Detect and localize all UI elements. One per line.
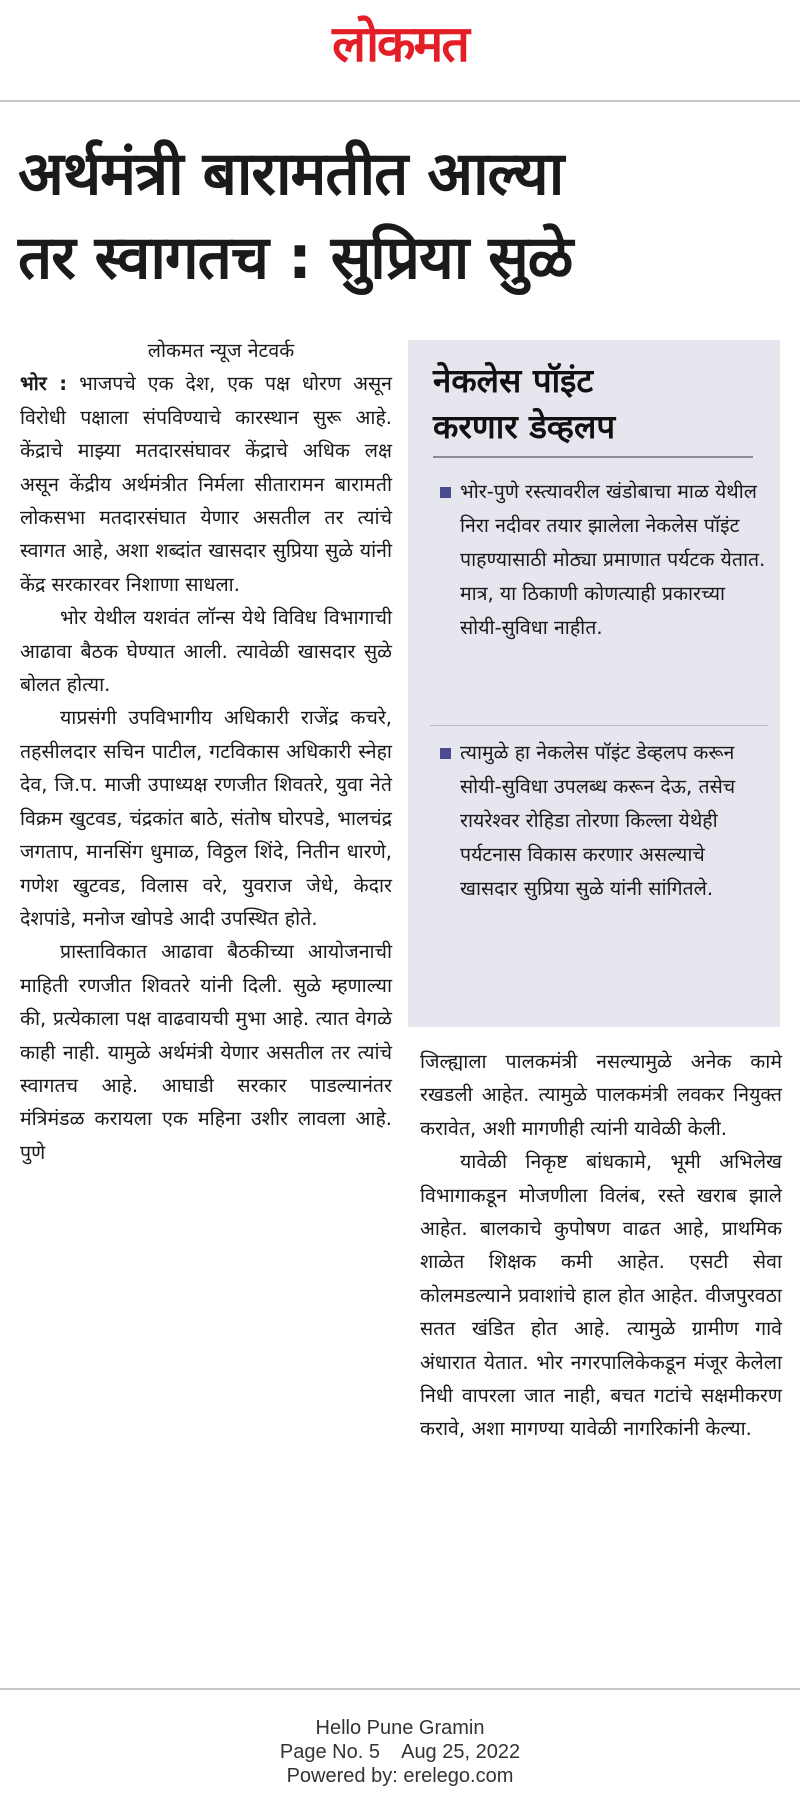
article-paragraph: जिल्ह्याला पालकमंत्री नसल्यामुळे अनेक कामे रखडली आहेत. त्यामुळे पालकमंत्री लवकर नियुक्त करावेत, अशी मागणीही त्यांनी यावेळी केली. xyxy=(420,1050,782,1140)
masthead xyxy=(0,0,800,102)
headline-line-2: तर स्वागतच : सुप्रिया सुळे xyxy=(18,223,573,293)
article-paragraph: यावेळी निकृष्ट बांधकामे, भूमी अभिलेख विभागाकडून मोजणीला विलंब, रस्ते खराब झाले आहेत. बालकाचे कुपोषण वाढत आहे, प्राथमिक शाळेत शिक्षक कमी आहेत. एसटी सेवा कोलमडल्याने प्रवाशांचे हाल होत आहेत. वीजपुरवठा सतत खंडित होत आहे. त्यामुळे ग्रामीण गावे अंधारात येतात. भोर नगरपालिकेकडून मंजूर केलेला निधी वापरला जात नाही, बचत गटांचे सक्षमीकरण करावे, अशा मागण्या यावेळी नागरिकांनी केल्या. xyxy=(420,1150,782,1441)
page-date: Page No. 5 Aug 25, 2022 xyxy=(279,1741,521,1763)
article-paragraph: भोर येथील यशवंत लॉन्स येथे विविध विभागाची आढावा बैठक घेण्यात आली. त्यावेळी खासदार सुळे बोलत होत्या. xyxy=(20,606,392,697)
sidebar-item-text: भोर-पुणे रस्त्यावरील खंडोबाचा माळ येथील निरा नदीवर तयार झालेला नेकलेस पॉइंट पाहण्यासाठी मोठ्या प्रमाणात पर्यटक येतात. मात्र, या ठिकाणी कोणत्याही प्रकारच्या सोयी-सुविधा नाहीत. xyxy=(460,480,766,639)
sidebar-title xyxy=(433,358,753,458)
article-paragraph xyxy=(20,367,392,601)
article-paragraph: प्रास्ताविकात आढावा बैठकीच्या आयोजनाची माहिती रणजीत शिवतरे यांनी दिली. सुळे म्हणाल्या की, प्रत्येकाला पक्ष वाढवायची मुभा आहे. त्यात वेगळे काही नाही. यामुळे अर्थमंत्री येणार असतील तर त्यांचे स्वागतच आहे. आघाडी सरकार पाडल्यानंतर मंत्रिमंडळ करायला एक महिना उशीर लावला आहे. पुणे xyxy=(20,940,392,1164)
footer-divider xyxy=(0,1688,800,1690)
article-headline xyxy=(18,132,782,300)
headline-line-1: अर्थमंत्री बारामतीत आल्या xyxy=(18,139,564,209)
dateline: भोर : xyxy=(20,372,68,396)
article-column-right xyxy=(420,1045,782,1446)
sidebar-title-line-1: नेकलेस पॉइंट xyxy=(433,361,593,400)
sidebar-title-line-2: करणार डेव्हलप xyxy=(433,407,616,446)
sidebar-item-text: त्यामुळे हा नेकलेस पॉइंट डेव्हलप करून सोयी-सुविधा उपलब्ध करून देऊ, तसेच रायरेश्वर रोहिडा तोरणा किल्ला येथेही पर्यटनास विकास करणार असल्याचे खासदार सुप्रिया सुळे यांनी सांगितले. xyxy=(460,741,736,900)
page-footer xyxy=(0,1716,800,1788)
edition-name: Hello Pune Gramin xyxy=(315,1717,485,1739)
paragraph-text: भाजपचे एक देश, एक पक्ष धोरण असून विरोधी पक्षाला संपविण्याचे कारस्थान सुरू आहे. केंद्राचे माझ्या मतदारसंघावर केंद्राचे अधिक लक्ष असून केंद्रीय अर्थमंत्रीत निर्मला सीतारामन बारामती लोकसभा मतदारसंघात येणार असतील तर त्यांचे स्वागत आहे, अशा शब्दांत खासदार सुप्रिया सुळे यांनी केंद्र सरकारवर निशाणा साधला. xyxy=(20,372,392,596)
article-paragraph: याप्रसंगी उपविभागीय अधिकारी राजेंद्र कचरे, तहसीलदार सचिन पाटील, गटविकास अधिकारी स्नेहा देव, जि.प. माजी उपाध्यक्ष रणजीत शिवतरे, युवा नेते विक्रम खुटवड, चंद्रकांत बाठे, संतोष घोरपडे, भालचंद्र जगताप, मानसिंग धुमाळ, विठ्ठल शिंदे, नितीन धारणे, गणेश खुटवड, विलास वरे, युवराज जेधे, केदार देशपांडे, मनोज खोपडे आदी उपस्थित होते. xyxy=(20,706,392,930)
sidebar-box xyxy=(408,340,780,1027)
sidebar-item xyxy=(430,736,768,906)
sidebar-item xyxy=(430,475,768,645)
square-bullet-icon xyxy=(440,487,451,498)
byline: लोकमत न्यूज नेटवर्क xyxy=(147,339,295,362)
sidebar-divider xyxy=(430,725,768,726)
square-bullet-icon xyxy=(440,748,451,759)
lokmat-logo: लोकमत xyxy=(332,14,468,73)
article-column-left xyxy=(20,334,392,1169)
powered-by: Powered by: erelego.com xyxy=(286,1765,514,1787)
